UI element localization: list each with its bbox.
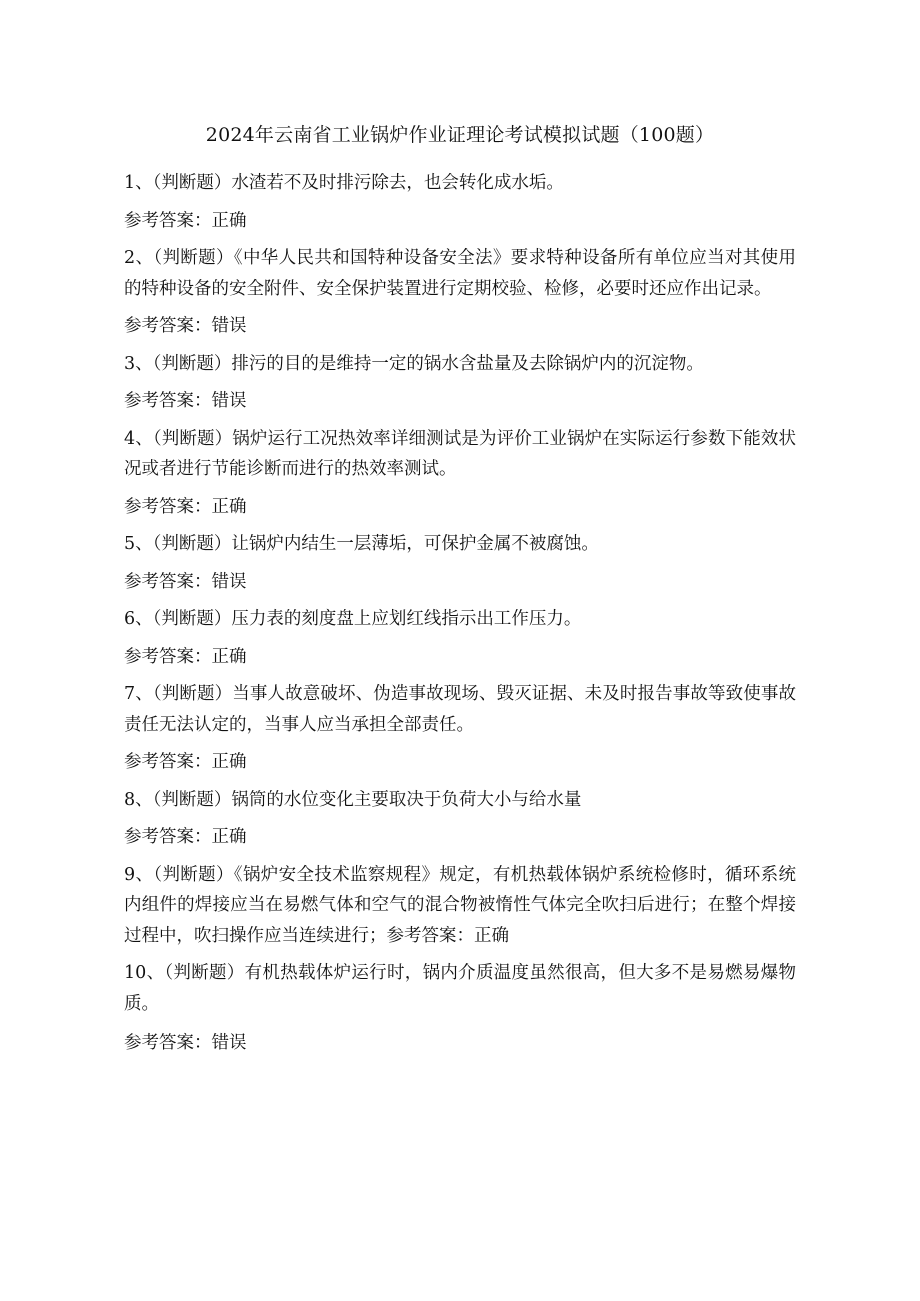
question-text: 水渣若不及时排污除去，也会转化成水垢。 (231, 173, 564, 193)
document-title: 2024年云南省工业锅炉作业证理论考试模拟试题（100题） (205, 124, 715, 146)
answer-6 (124, 642, 796, 673)
question-10 (124, 958, 796, 1019)
question-6 (124, 604, 796, 635)
question-text: 让锅炉内结生一层薄垢，可保护金属不被腐蚀。 (231, 534, 599, 554)
question-type: （判断题） (152, 173, 232, 193)
answer-value: 错误 (211, 391, 247, 411)
question-text: 锅炉运行工况热效率详细测试是为评价工业锅炉在实际运行参数下能效状况或者进行节能诊断而进行的热效率测试。 (124, 428, 797, 479)
answer-value: 错误 (211, 316, 247, 336)
answer-label: 参考答案： (124, 646, 212, 667)
answer-label: 参考答案： (124, 316, 212, 336)
question-number: 8、 (124, 789, 153, 810)
question-text: 排污的目的是维持一定的锅水含盐量及去除锅炉内的沉淀物。 (231, 353, 704, 374)
answer-1 (124, 206, 796, 237)
answer-label: 参考答案： (124, 827, 212, 847)
question-type: （判断题） (153, 864, 234, 885)
question-text: 压力表的刻度盘上应划红线指示出工作压力。 (231, 609, 582, 629)
question-text: 锅筒的水位变化主要取决于负荷大小与给水量 (231, 789, 582, 810)
question-number: 3、 (124, 353, 153, 374)
question-number: 4、 (124, 428, 153, 449)
question-text: 《中华人民共和国特种设备安全法》要求特种设备所有单位应当对其使用的特种设备的安全附件、安全保护装置进行定期校验、检修，必要时还应作出记录。 (124, 248, 797, 299)
answer-label: 参考答案： (124, 496, 212, 517)
question-3 (124, 349, 796, 380)
answer-2 (124, 311, 796, 342)
question-number: 2、 (124, 248, 154, 268)
answer-value: 正确 (211, 752, 247, 772)
answer-value: 正确 (211, 210, 247, 231)
question-number: 10、 (124, 963, 165, 983)
question-text: 有机热载体炉运行时，锅内介质温度虽然很高，但大多不是易燃易爆物质。 (124, 963, 797, 1014)
question-type: （判断题） (153, 248, 234, 268)
question-2 (124, 243, 796, 304)
question-7 (124, 679, 796, 740)
question-text: 《锅炉安全技术监察规程》规定，有机热载体锅炉系统检修时，循环系统内组件的焊接应当在易燃气体和空气的混合物被惰性气体完全吹扫后进行；在整个焊接过程中，吹扫操作应当连续进行； (124, 864, 797, 946)
question-number: 1、 (124, 173, 153, 193)
answer-label: 参考答案： (124, 571, 212, 592)
answer-4 (124, 492, 796, 523)
question-5 (124, 529, 796, 560)
question-text: 当事人故意破坏、伪造事故现场、毁灭证据、未及时报告事故等致使事故责任无法认定的，当事人应当承担全部责任。 (124, 684, 797, 735)
answer-value: 正确 (211, 827, 247, 847)
question-type: （判断题） (152, 609, 232, 629)
answer-value: 错误 (211, 571, 247, 592)
answer-label: 参考答案： (124, 752, 212, 772)
answer-label: 参考答案： (386, 925, 474, 946)
question-number: 7、 (124, 684, 153, 704)
answer-7 (124, 747, 796, 778)
question-type: （判断题） (164, 963, 245, 983)
answer-label: 参考答案： (124, 1033, 212, 1053)
answer-10 (124, 1028, 796, 1059)
answer-5 (124, 567, 796, 598)
answer-label: 参考答案： (124, 210, 212, 231)
question-8 (124, 785, 796, 816)
question-1 (124, 168, 796, 199)
question-9 (124, 860, 796, 952)
answer-value: 错误 (211, 1033, 247, 1053)
answer-label: 参考答案： (124, 391, 212, 411)
question-type: （判断题） (152, 789, 232, 810)
answer-8 (124, 822, 796, 853)
question-list (124, 168, 796, 1066)
answer-value: 正确 (474, 925, 509, 946)
question-type: （判断题） (152, 428, 233, 449)
answer-value: 正确 (211, 496, 247, 517)
question-type: （判断题） (152, 684, 233, 704)
question-number: 9、 (124, 864, 154, 885)
question-type: （判断题） (152, 353, 232, 374)
question-4 (124, 424, 796, 485)
question-number: 6、 (124, 609, 153, 629)
answer-value: 正确 (211, 646, 247, 667)
question-type: （判断题） (152, 534, 232, 554)
answer-3 (124, 386, 796, 417)
question-number: 5、 (124, 534, 153, 554)
